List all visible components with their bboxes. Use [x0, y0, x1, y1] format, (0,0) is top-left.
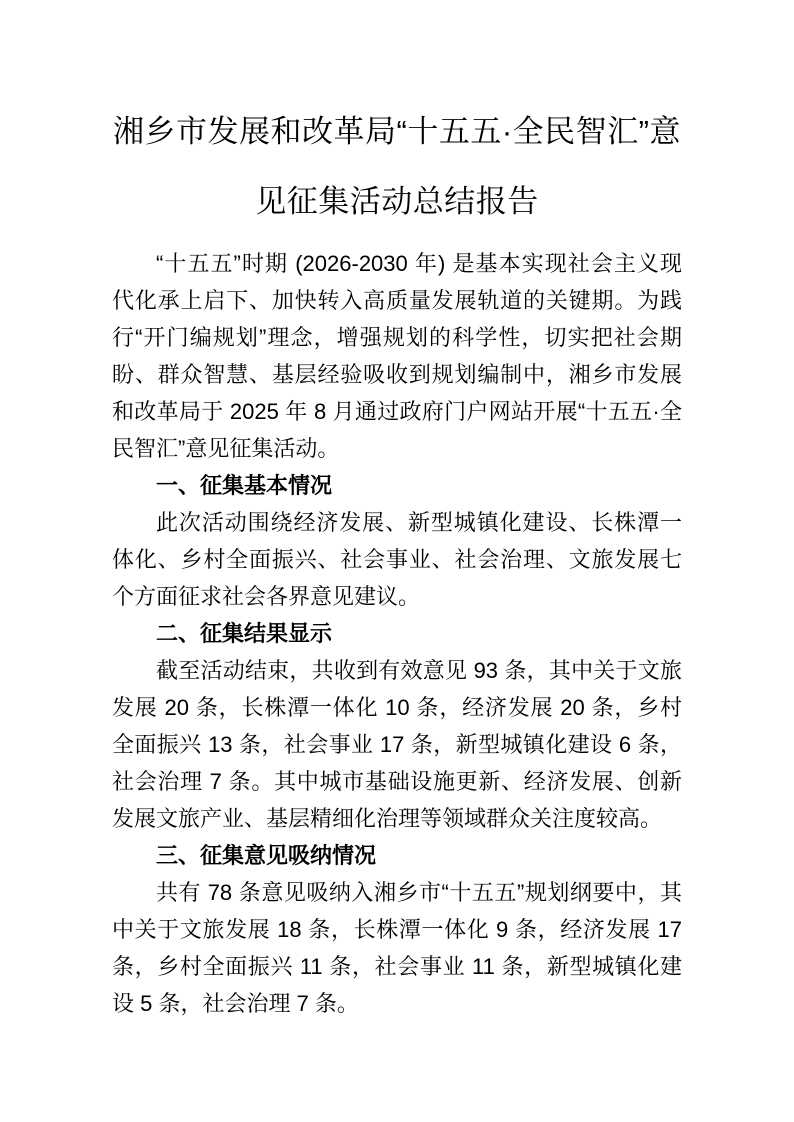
paragraph-collection-overview: 此次活动围绕经济发展、新型城镇化建设、长株潭一体化、乡村全面振兴、社会事业、社会治理、文旅发展七个方面征求社会各界意见建议。 — [112, 510, 682, 609]
document-title — [112, 97, 682, 237]
section-heading-opinion-adoption: 三、征集意见吸纳情况 — [156, 843, 377, 868]
paragraph-opinion-adoption: 共有 78 条意见吸纳入湘乡市“十五五”规划纲要中，其中关于文旅发展 18 条，长株潭一体化 9 条，经济发展 17 条，乡村全面振兴 11 条，社会事业 11 条，新型城镇化建设 5 条，社会治理 7 条。 — [112, 880, 682, 1016]
section-heading-collection-results: 二、征集结果显示 — [156, 621, 333, 646]
paragraph-collection-results: 截至活动结束，共收到有效意见 93 条，其中关于文旅发展 20 条，长株潭一体化 10 条，经济发展 20 条，乡村全面振兴 13 条，社会事业 17 条，新型城镇化建设 6 条，社会治理 7 条。其中城市基础设施更新、经济发展、创新发展文旅产业、基层精细化治理等领域群众关注度较高。 — [112, 658, 682, 831]
document-title-line-1: 湘乡市发展和改革局“十五五·全民智汇”意 — [113, 114, 681, 149]
document-title-line-2: 见征集活动总结报告 — [255, 184, 539, 219]
paragraph-introduction: “十五五”时期 (2026-2030 年) 是基本实现社会主义现代化承上启下、加快转入高质量发展轨道的关键期。为践行“开门编规划”理念，增强规划的科学性，切实把社会期盼、群众智慧、基层经验吸收到规划编制中，湘乡市发展和改革局于 2025 年 8 月通过政府门户网站开展“十五五·全民智汇”意见征集活动。 — [112, 251, 682, 461]
section-heading-collection-overview: 一、征集基本情况 — [156, 473, 333, 498]
